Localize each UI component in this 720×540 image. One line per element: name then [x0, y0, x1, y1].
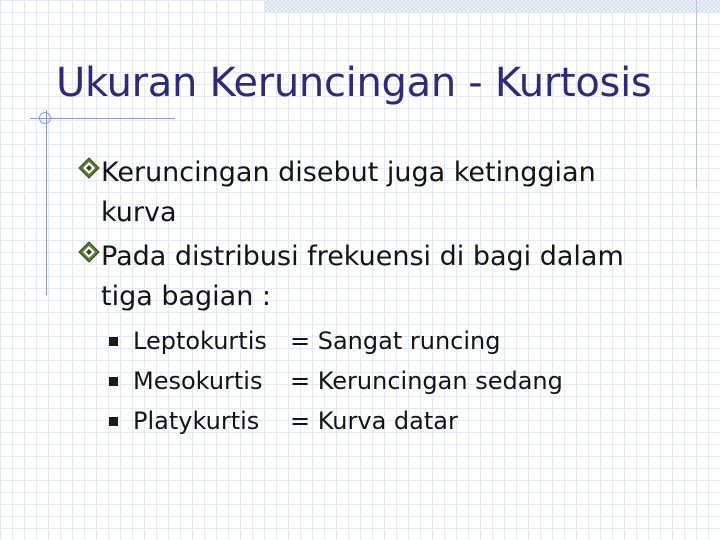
sub-item-definition: = Keruncingan sedang: [290, 367, 563, 395]
sub-item-term: Platykurtis: [133, 407, 260, 435]
sub-item-definition: = Kurva datar: [290, 407, 458, 435]
bullet-item-1: [78, 153, 678, 233]
square-bullet-icon: [109, 377, 118, 386]
diamond-bullet-icon: [78, 157, 100, 179]
bullet-text-1: Keruncingan disebut juga ketinggian kurva: [101, 157, 596, 228]
slide-title: Ukuran Keruncingan - Kurtosis: [56, 60, 652, 106]
bullet-text-2: Pada distribusi frekuensi di bagi dalam tiga bagian :: [101, 241, 624, 312]
sub-item-term: Leptokurtis: [133, 327, 267, 355]
top-pattern-band: [265, 0, 720, 12]
title-underline-rule: [30, 118, 175, 119]
right-vertical-rule: [696, 0, 697, 188]
diamond-bullet-icon: [78, 241, 100, 263]
left-vertical-rule: [46, 110, 47, 295]
square-bullet-icon: [109, 337, 118, 346]
crosshair-circle-icon: [39, 112, 51, 124]
bullet-item-2: [78, 237, 678, 317]
sub-item-definition: = Sangat runcing: [290, 327, 501, 355]
square-bullet-icon: [109, 417, 118, 426]
sub-item-term: Mesokurtis: [133, 367, 263, 395]
